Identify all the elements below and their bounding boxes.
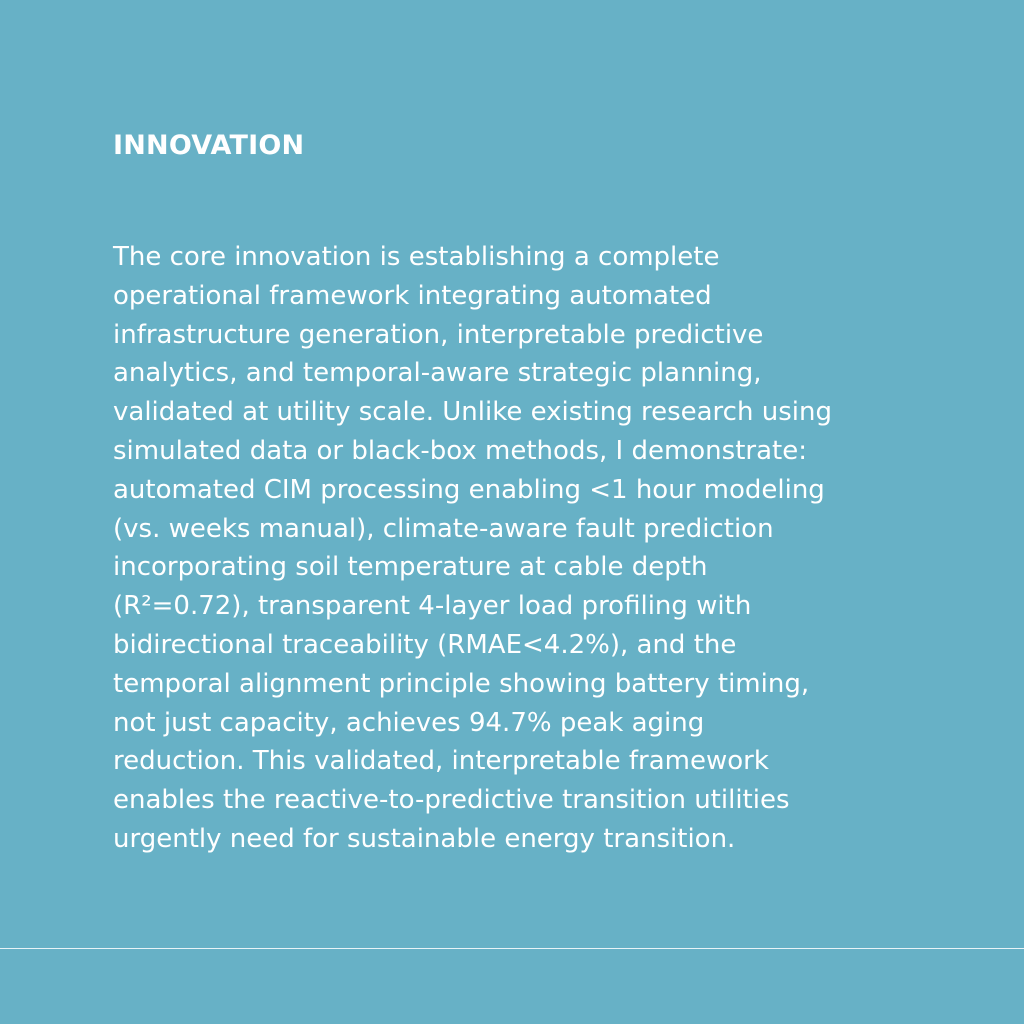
body-line: urgently need for sustainable energy transition. [113, 823, 736, 854]
body-line: automated CIM processing enabling <1 hour modeling [113, 474, 825, 505]
body-line: (R²=0.72), transparent 4-layer load profiling with [113, 591, 752, 622]
body-line: analytics, and temporal-aware strategic planning, [113, 358, 762, 389]
body-line: validated at utility scale. Unlike existing research using [113, 397, 832, 428]
body-line: infrastructure generation, interpretable predictive [113, 319, 764, 350]
body-line: simulated data or black-box methods, I demonstrate: [113, 435, 807, 466]
body-line: reduction. This validated, interpretable framework [113, 746, 769, 777]
section-heading: INNOVATION [113, 130, 305, 161]
body-line: temporal alignment principle showing battery timing, [113, 668, 810, 699]
body-line: incorporating soil temperature at cable depth [113, 552, 708, 583]
body-line: enables the reactive-to-predictive transition utilities [113, 785, 790, 816]
body-paragraph [113, 238, 973, 859]
body-line: (vs. weeks manual), climate-aware fault prediction [113, 513, 774, 544]
body-line: The core innovation is establishing a complete [113, 242, 720, 272]
bottom-divider [0, 948, 1024, 949]
body-line: operational framework integrating automated [113, 280, 712, 311]
body-line: bidirectional traceability (RMAE<4.2%), and the [113, 629, 737, 660]
body-line: not just capacity, achieves 94.7% peak aging [113, 707, 705, 738]
